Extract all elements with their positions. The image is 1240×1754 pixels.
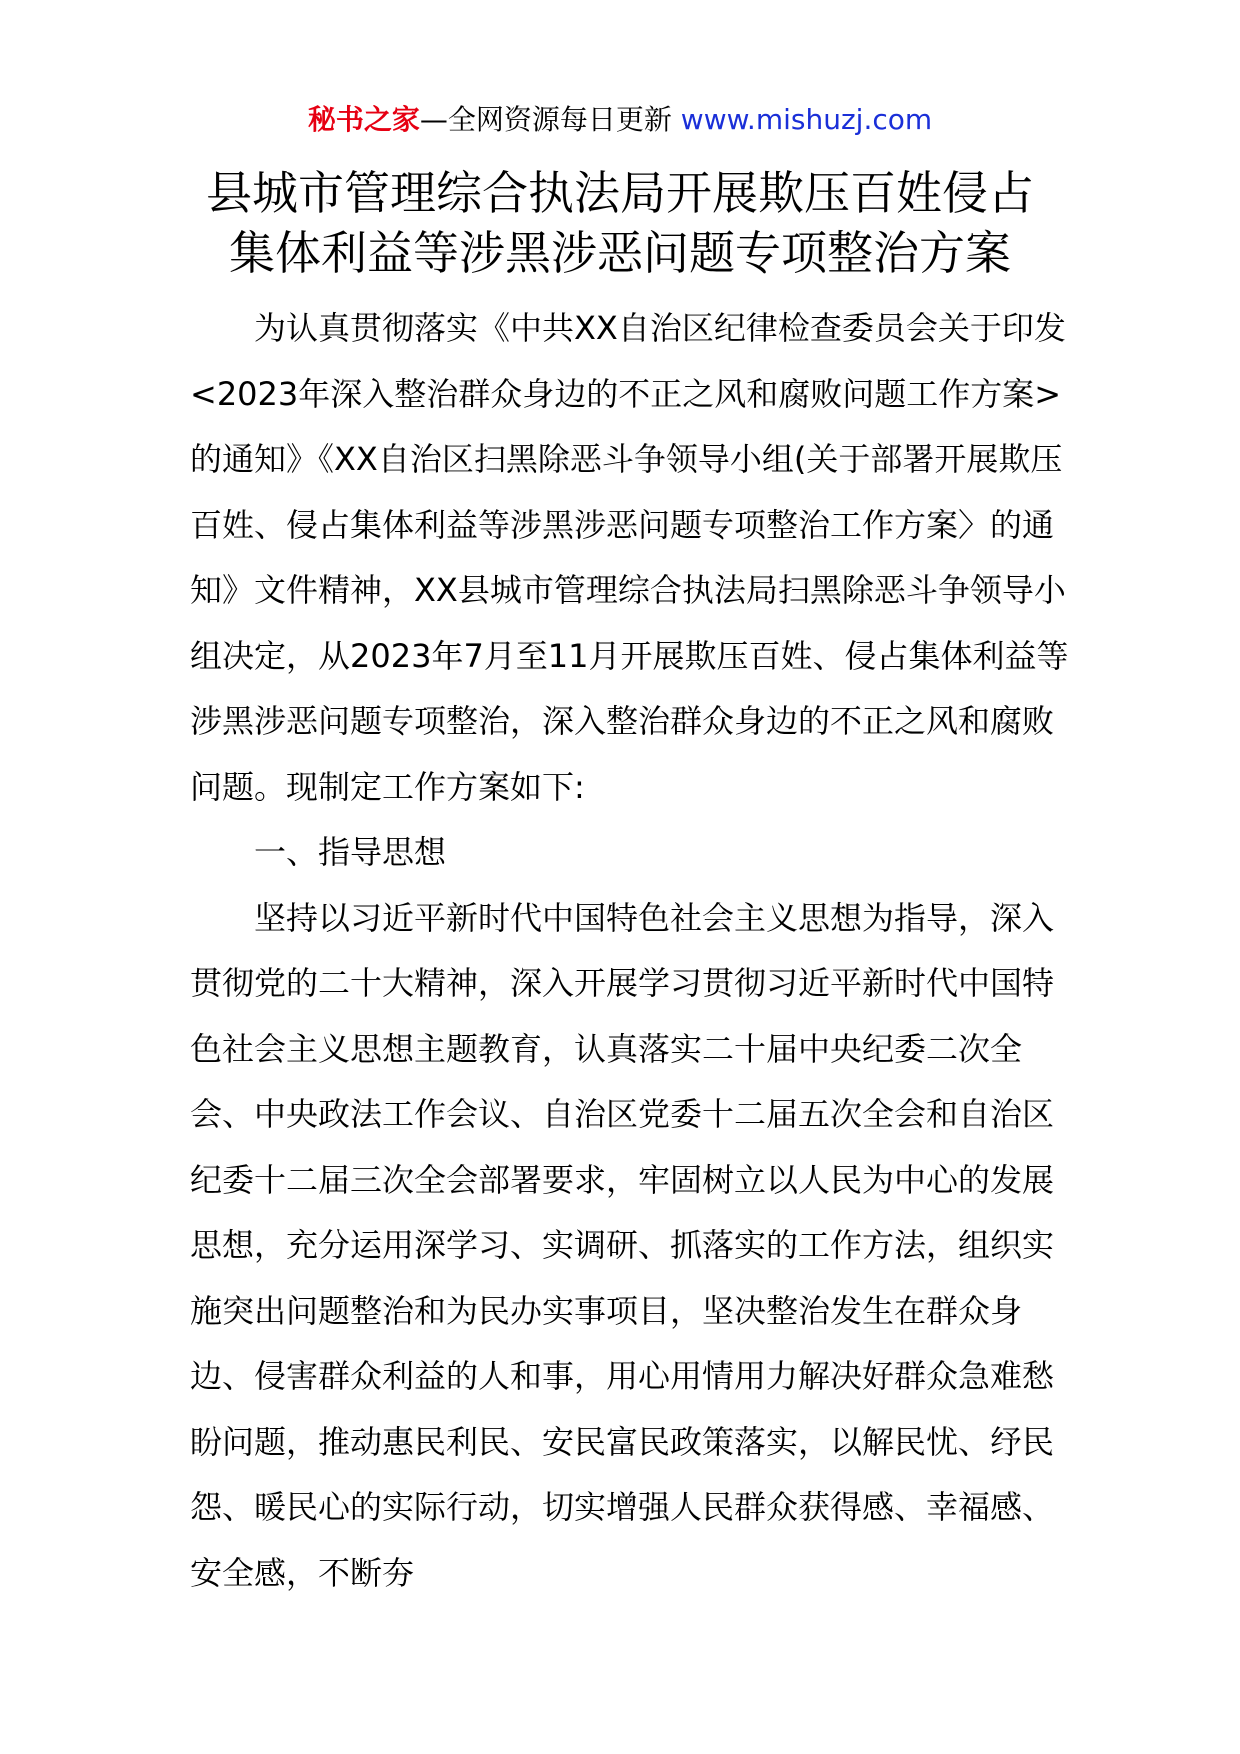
document-body — [190, 296, 1070, 1606]
intro-paragraph: 为认真贯彻落实《中共XX自治区纪律检查委员会关于印发<2023年深入整治群众身边的不正之风和腐败问题工作方案>的通知》《XX自治区扫黑除恶斗争领导小组(关于部署开展欺压百姓、侵占集体利益等涉黑涉恶问题专项整治工作方案〉的通知》文件精神，XX县城市管理综合执法局扫黑除恶斗争领导小组决定，从2023年7月至11月开展欺压百姓、侵占集体利益等涉黑涉恶问题专项整治，深入整治群众身边的不正之风和腐败问题。现制定工作方案如下: — [190, 309, 1069, 806]
site-brand: 秘书之家 — [307, 103, 420, 136]
document-title — [100, 163, 1140, 283]
document-title-line-1: 县城市管理综合执法局开展欺压百姓侵占 — [206, 166, 1034, 220]
document-title-line-2: 集体利益等涉黑涉恶问题专项整治方案 — [229, 226, 1011, 280]
section-heading-guiding-ideology: 一、指导思想 — [254, 833, 447, 871]
section-paragraph-guiding-ideology: 坚持以习近平新时代中国特色社会主义思想为指导，深入贯彻党的二十大精神，深入开展学习贯彻习近平新时代中国特色社会主义思想主题教育，认真落实二十届中央纪委二次全会、中央政法工作会议、自治区党委十二届五次全会和自治区纪委十二届三次全会部署要求，牢固树立以人民为中心的发展思想，充分运用深学习、实调研、抓落实的工作方法，组织实施突出问题整治和为民办实事项目，坚决整治发生在群众身边、侵害群众利益的人和事，用心用情用力解决好群众急难愁盼问题，推动惠民利民、安民富民政策落实，以解民忧、纾民怨、暖民心的实际行动，切实增强人民群众获得感、幸福感、安全感，不断夯 — [190, 898, 1055, 1592]
site-header — [0, 100, 1240, 140]
site-tagline: —全网资源每日更新 — [419, 103, 672, 136]
site-url-link[interactable]: www.mishuzj.com — [680, 103, 933, 136]
